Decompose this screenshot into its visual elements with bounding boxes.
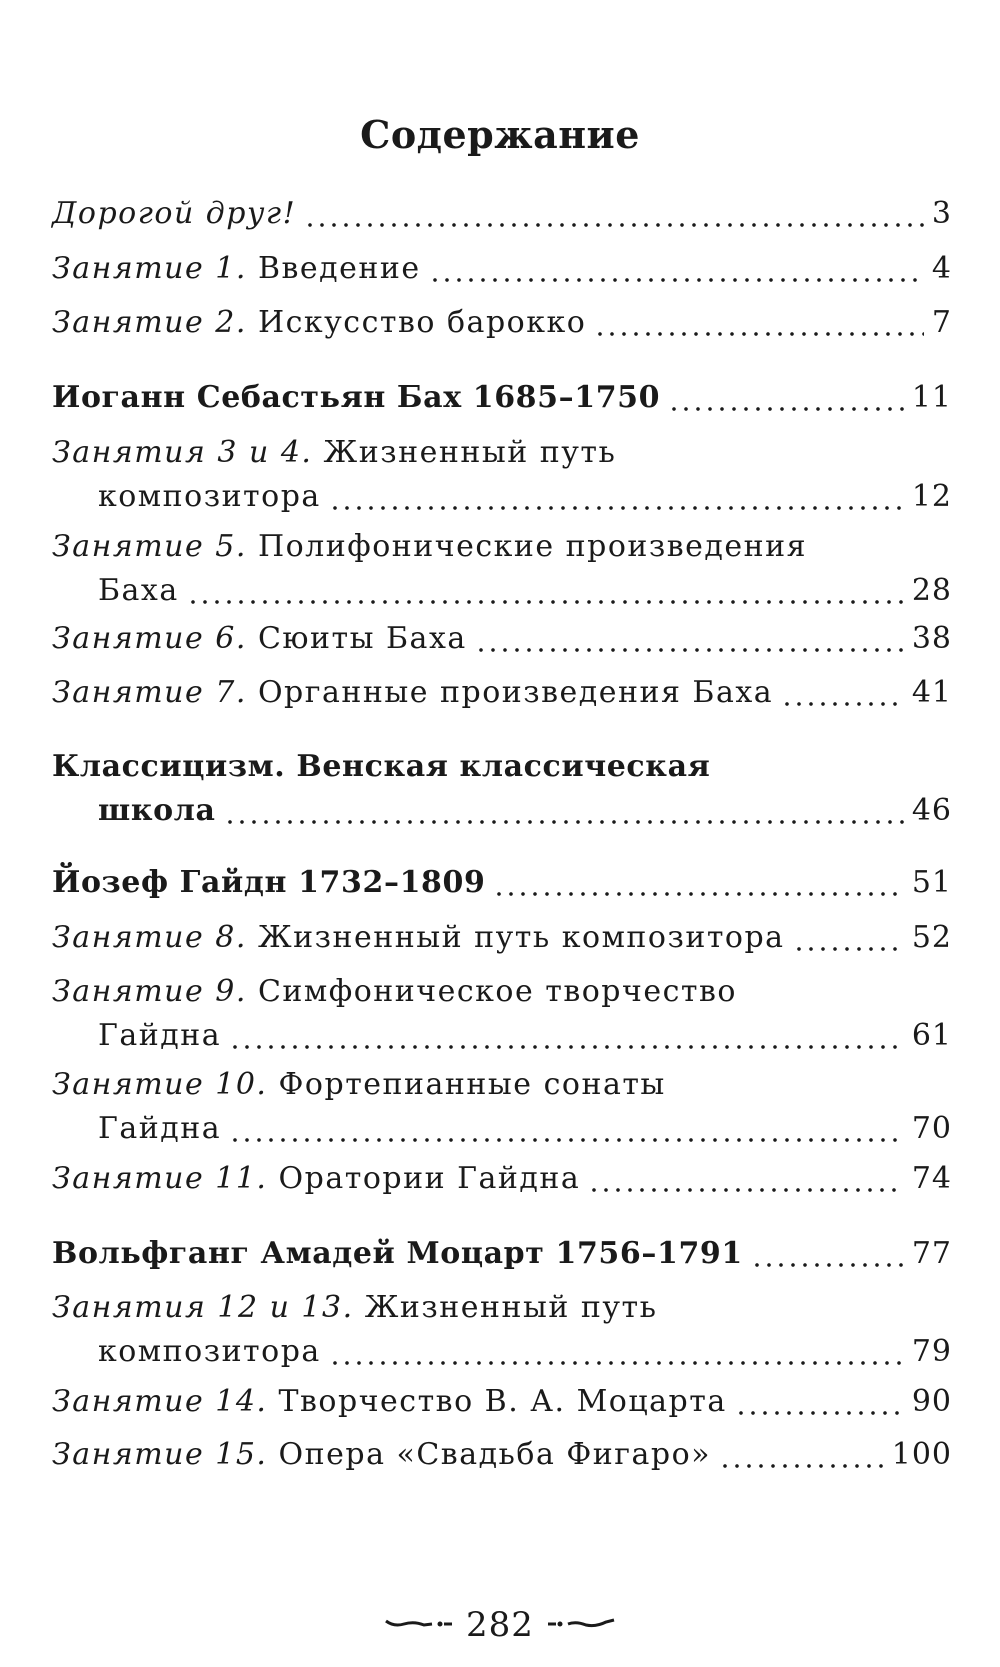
toc-entry: [52, 301, 952, 345]
toc-page-number: 38: [911, 621, 952, 656]
dot-leader: [187, 576, 904, 606]
toc-entry-title: Сюиты Баха: [257, 621, 467, 656]
toc-entry: [52, 1380, 952, 1424]
dot-leader: [429, 254, 924, 284]
toc-section-heading: [52, 1232, 952, 1276]
toc-entry-title: Симфоническое творчество: [257, 974, 737, 1009]
dot-leader: [329, 482, 904, 512]
toc-entry: [52, 970, 952, 1058]
toc-entry-title-continued: композитора: [98, 1334, 321, 1369]
toc-entry-title: Органные произведения Баха: [257, 675, 774, 710]
toc-entry: [52, 916, 952, 960]
section-title: Вольфганг Амадей Моцарт 1756–1791: [52, 1236, 743, 1271]
toc-page-number: 28: [911, 573, 952, 608]
lesson-number: Занятие 9.: [52, 974, 247, 1009]
toc-page-number: 3: [931, 196, 952, 231]
section-title: Классицизм. Венская классическая: [52, 749, 711, 784]
dot-leader: [668, 383, 904, 413]
dot-leader: [475, 624, 904, 654]
toc-entry-title: Жизненный путь: [323, 435, 617, 470]
toc-page-number: 7: [931, 305, 952, 340]
toc-page-number: 11: [911, 380, 952, 415]
toc-page-number: 79: [911, 1334, 952, 1369]
lesson-number: Занятие 2.: [52, 305, 247, 340]
toc-entry-title-continued: Баха: [98, 573, 179, 608]
lesson-number: Занятие 15.: [52, 1437, 268, 1472]
dot-leader: [594, 308, 924, 338]
dot-leader: [751, 1239, 904, 1269]
section-title-continued: школа: [98, 793, 216, 828]
dot-leader: [781, 678, 904, 708]
toc-entry-title: Жизненный путь композитора: [257, 920, 785, 955]
toc-entry-title: Оратории Гайдна: [278, 1161, 581, 1196]
toc-entry: [52, 671, 952, 715]
toc-entry: [52, 525, 952, 613]
toc-entry: [52, 247, 952, 291]
toc-entry-title: Искусство барокко: [257, 305, 587, 340]
lesson-number: Занятие 6.: [52, 621, 247, 656]
dot-leader: [588, 1164, 904, 1194]
lesson-number: Занятия 12 и 13.: [52, 1290, 354, 1325]
toc-entry-title-continued: Гайдна: [98, 1111, 222, 1146]
toc-entry: [52, 1157, 952, 1201]
toc-page-number: 77: [911, 1236, 952, 1271]
page-number: 282: [466, 1605, 534, 1645]
toc-section-heading: [52, 861, 952, 905]
toc-entry: [52, 617, 952, 661]
toc-entry-label: Дорогой друг!: [52, 196, 297, 231]
toc-page-number: 70: [911, 1111, 952, 1146]
lesson-number: Занятие 10.: [52, 1067, 268, 1102]
toc-entry: [52, 1286, 952, 1374]
dot-leader: [229, 1021, 904, 1051]
dot-leader: [493, 868, 903, 898]
dot-leader: [719, 1440, 884, 1470]
lesson-number: Занятие 1.: [52, 251, 247, 286]
dot-leader: [329, 1337, 904, 1367]
lesson-number: Занятия 3 и 4.: [52, 435, 313, 470]
ornament-right-icon: [546, 1616, 616, 1630]
ornament-left-icon: [384, 1616, 454, 1630]
toc-entry-title: Полифонические произведения: [257, 529, 808, 564]
toc-page-number: 4: [931, 251, 952, 286]
toc-entry-title: Жизненный путь: [364, 1290, 658, 1325]
dot-leader: [735, 1387, 904, 1417]
page-footer: [0, 1605, 1000, 1645]
toc-entry-title: Фортепианные сонаты: [278, 1067, 666, 1102]
lesson-number: Занятие 8.: [52, 920, 247, 955]
lesson-number: Занятие 7.: [52, 675, 247, 710]
toc-entry: [52, 1433, 952, 1477]
toc-page-number: 52: [911, 920, 952, 955]
lesson-number: Занятие 14.: [52, 1384, 268, 1419]
toc-section-heading: [52, 376, 952, 420]
toc-entry: [52, 1063, 952, 1151]
dot-leader: [793, 923, 904, 953]
toc-page-number: 46: [911, 793, 952, 828]
dot-leader: [229, 1114, 904, 1144]
toc-entry: [52, 192, 952, 236]
lesson-number: Занятие 5.: [52, 529, 247, 564]
toc-page-number: 100: [891, 1437, 952, 1472]
toc-entry-title: Опера «Свадьба Фигаро»: [278, 1437, 711, 1472]
dot-leader: [224, 796, 904, 826]
toc-entry-title-continued: Гайдна: [98, 1018, 222, 1053]
toc-entry: [52, 431, 952, 519]
toc-entry-title-continued: композитора: [98, 479, 321, 514]
page-title: Содержание: [360, 112, 640, 157]
toc-entry-title: Введение: [257, 251, 421, 286]
section-title: Йозеф Гайдн 1732–1809: [52, 865, 486, 900]
toc-page-number: 12: [911, 479, 952, 514]
toc-section-heading: [52, 745, 952, 833]
toc-page-number: 41: [911, 675, 952, 710]
section-title: Иоганн Себастьян Бах 1685–1750: [52, 380, 661, 415]
lesson-number: Занятие 11.: [52, 1161, 268, 1196]
dot-leader: [304, 199, 924, 229]
toc-entry-title: Творчество В. А. Моцарта: [278, 1384, 727, 1419]
toc-page-number: 74: [911, 1161, 952, 1196]
toc-page-number: 61: [911, 1018, 952, 1053]
toc-page-number: 90: [911, 1384, 952, 1419]
toc-page-number: 51: [911, 865, 952, 900]
